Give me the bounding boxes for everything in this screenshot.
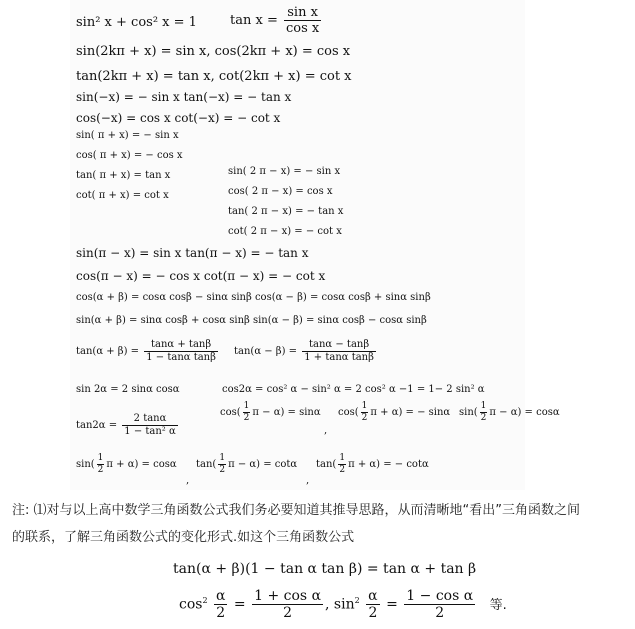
example-tan-sum-product: tan(α + β)(1 − tan α tan β) = tan α + tan β <box>173 561 477 577</box>
identity-cot-pi-plus: cot( π + x) = cot x <box>76 190 169 201</box>
identity-tan-quotient: tan x = $\frac{\text{sin x}}{\text{cos x}}$ <box>230 5 320 36</box>
identity-odd-sin-tan: sin(−x) = − sin x tan(−x) = − tan x <box>76 90 292 104</box>
identity-period-sin-cos: sin(2kπ + x) = sin x, cos(2kπ + x) = cos x <box>76 44 351 59</box>
identity-cos-cot-pi-minus: cos(π − x) = − cos x cot(π − x) = − cot x <box>76 269 326 283</box>
identity-cos-half-pi-plus: cos( $\frac{1}{2}$ π + α) = − sinα <box>338 401 451 423</box>
note-line-2: 的联系，了解三角函数公式的变化形式.如这个三角函数公式 <box>12 530 355 545</box>
identity-tan-2pi-minus: tan( 2 π − x) = − tan x <box>228 206 344 217</box>
identity-sin-half-pi-plus: sin( $\frac{1}{2}$ π + α) = cosα <box>76 453 177 475</box>
identity-tan-half-pi-plus: tan( $\frac{1}{2}$ π + α) = − cotα <box>316 453 429 475</box>
comma: , <box>324 425 328 436</box>
identity-tan-sum: tan(α + β) = $\frac{\tan\alpha + \tan\beta}{\text{1 − tanα tanβ}}$ <box>76 339 216 363</box>
comma: , <box>306 475 310 486</box>
comma: , <box>186 475 190 486</box>
note-line-1: 注: ⑴对与以上高中数学三角函数公式我们务必要知道其推导思路，从而清晰地“看出”三角函数之间 <box>12 503 580 518</box>
identity-sin-pi-plus: sin( π + x) = − sin x <box>76 130 179 141</box>
identity-tan-double: tan2α = $\frac{2 \tan\alpha}{\text{1 − tan² α}}$ <box>76 413 176 437</box>
identity-tan-diff: tan(α − β) = $\frac{\tan\alpha - \tan\beta}{\text{1 + tanα tanβ}}$ <box>234 339 374 363</box>
identity-cos-pi-plus: cos( π + x) = − cos x <box>76 150 183 161</box>
identity-period-tan-cot: tan(2kπ + x) = tan x, cot(2kπ + x) = cot x <box>76 69 352 84</box>
example-half-angle: $\cos^2$ $\frac{\alpha}{2}$ = $\frac{\text{1 + cos α}}{2}$ , $\sin^2$ $\frac{\alpha}{2}$ = $\frac{\text{1 − cos α}}{2}$ 等. <box>179 588 507 621</box>
identity-tan-pi-plus: tan( π + x) = tan x <box>76 170 171 181</box>
identity-sin-sum-diff: sin(α + β) = sinα cosβ + cosα sinβ sin(α − β) = sinα cosβ − cosα sinβ <box>76 315 427 326</box>
identity-tan-half-pi-minus: tan( $\frac{1}{2}$ π − α) = cotα <box>196 453 298 475</box>
identity-sin-double: sin 2α = 2 sinα cosα <box>76 384 180 395</box>
identity-sin-tan-pi-minus: sin(π − x) = sin x tan(π − x) = − tan x <box>76 246 309 260</box>
identity-pythagorean: sin² x + cos² x = 1 <box>76 15 197 30</box>
identity-sin-2pi-minus: sin( 2 π − x) = − sin x <box>228 166 341 177</box>
identity-cos-2pi-minus: cos( 2 π − x) = cos x <box>228 186 333 197</box>
identity-cos-sum-diff: cos(α + β) = cosα cosβ − sinα sinβ cos(α − β) = cosα cosβ + sinα sinβ <box>76 292 431 303</box>
identity-even-cos-cot: cos(−x) = cos x cot(−x) = − cot x <box>76 111 281 125</box>
identity-sin-half-pi-minus: sin( $\frac{1}{2}$ π − α) = cosα <box>459 401 560 423</box>
identity-cos-half-pi-minus: cos( $\frac{1}{2}$ π − α) = sinα <box>220 401 321 423</box>
identity-cot-2pi-minus: cot( 2 π − x) = − cot x <box>228 226 342 237</box>
identity-cos-double: cos2α = cos² α − sin² α = 2 cos² α −1 = 1− 2 sin² α <box>222 384 485 395</box>
